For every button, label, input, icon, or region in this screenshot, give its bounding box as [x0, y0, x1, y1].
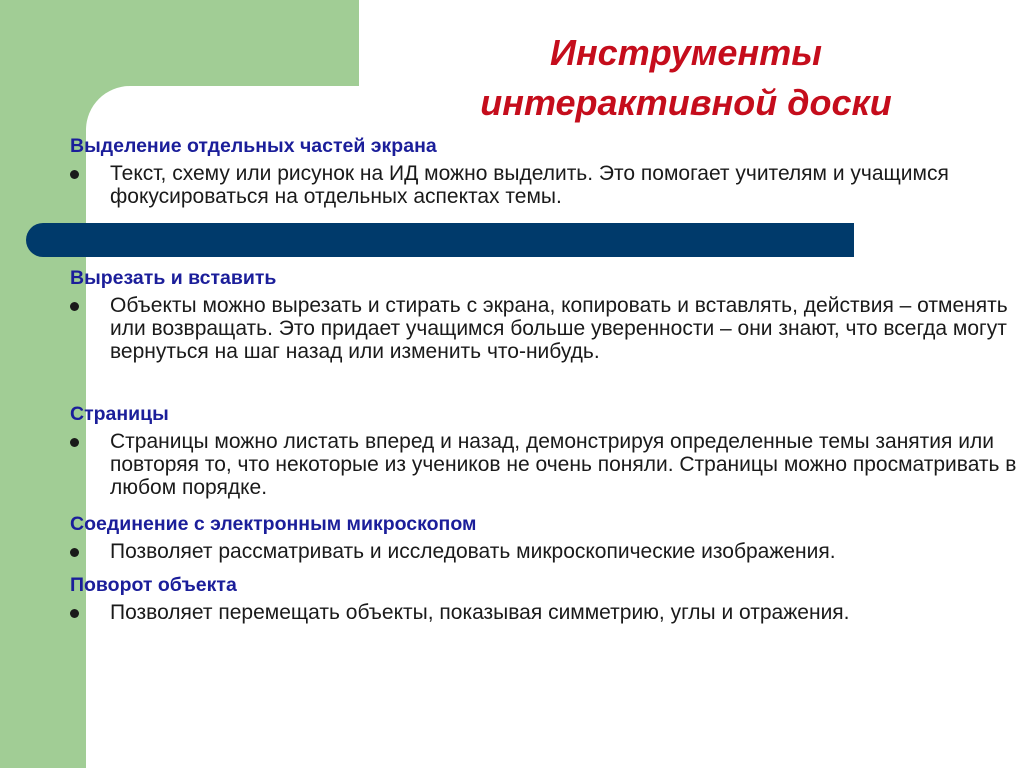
bullet-item: [70, 162, 1020, 208]
bullet-text: Страницы можно листать вперед и назад, демонстрируя определенные темы занятия или повторяя то, что некоторые из учеников не очень поняли. Страницы можно просматривать в любом порядке.: [110, 430, 1017, 499]
bullet-dot-icon: [70, 438, 79, 447]
bullet-dot-icon: [70, 609, 79, 618]
section-heading: Страницы: [70, 403, 169, 425]
bullet-text: Позволяет рассматривать и исследовать микроскопические изображения.: [110, 540, 836, 563]
section-heading: Вырезать и вставить: [70, 267, 277, 289]
slide-title-line-2: интерактивной доски: [480, 82, 892, 123]
bullet-item: [70, 601, 1020, 624]
bullet-dot-icon: [70, 170, 79, 179]
section-highlight: [70, 134, 1020, 208]
bullet-item: [70, 540, 1020, 563]
slide-title-line-1: Инструменты: [550, 32, 822, 73]
section-pages: [70, 402, 1020, 499]
section-heading: Выделение отдельных частей экрана: [70, 135, 437, 157]
section-microscope: [70, 512, 1020, 563]
bullet-item: [70, 430, 1020, 499]
section-cut-paste: [70, 266, 1020, 363]
slide-title: [360, 28, 1012, 128]
bullet-item: [70, 294, 1020, 363]
bullet-text: Позволяет перемещать объекты, показывая симметрию, углы и отражения.: [110, 601, 850, 624]
decorative-divider-bar: [26, 223, 854, 257]
section-heading: Соединение с электронным микроскопом: [70, 513, 477, 535]
section-heading: Поворот объекта: [70, 574, 237, 596]
section-rotation: [70, 573, 1020, 624]
bullet-text: Объекты можно вырезать и стирать с экрана, копировать и вставлять, действия – отменять или возвращать. Это придает учащимся больше уверенности – они знают, что всегда могут вернуться на шаг назад или изменить что-нибудь.: [110, 294, 1008, 363]
bullet-dot-icon: [70, 548, 79, 557]
bullet-dot-icon: [70, 302, 79, 311]
bullet-text: Текст, схему или рисунок на ИД можно выделить. Это помогает учителям и учащимся фокусироваться на отдельных аспектах темы.: [110, 162, 949, 208]
